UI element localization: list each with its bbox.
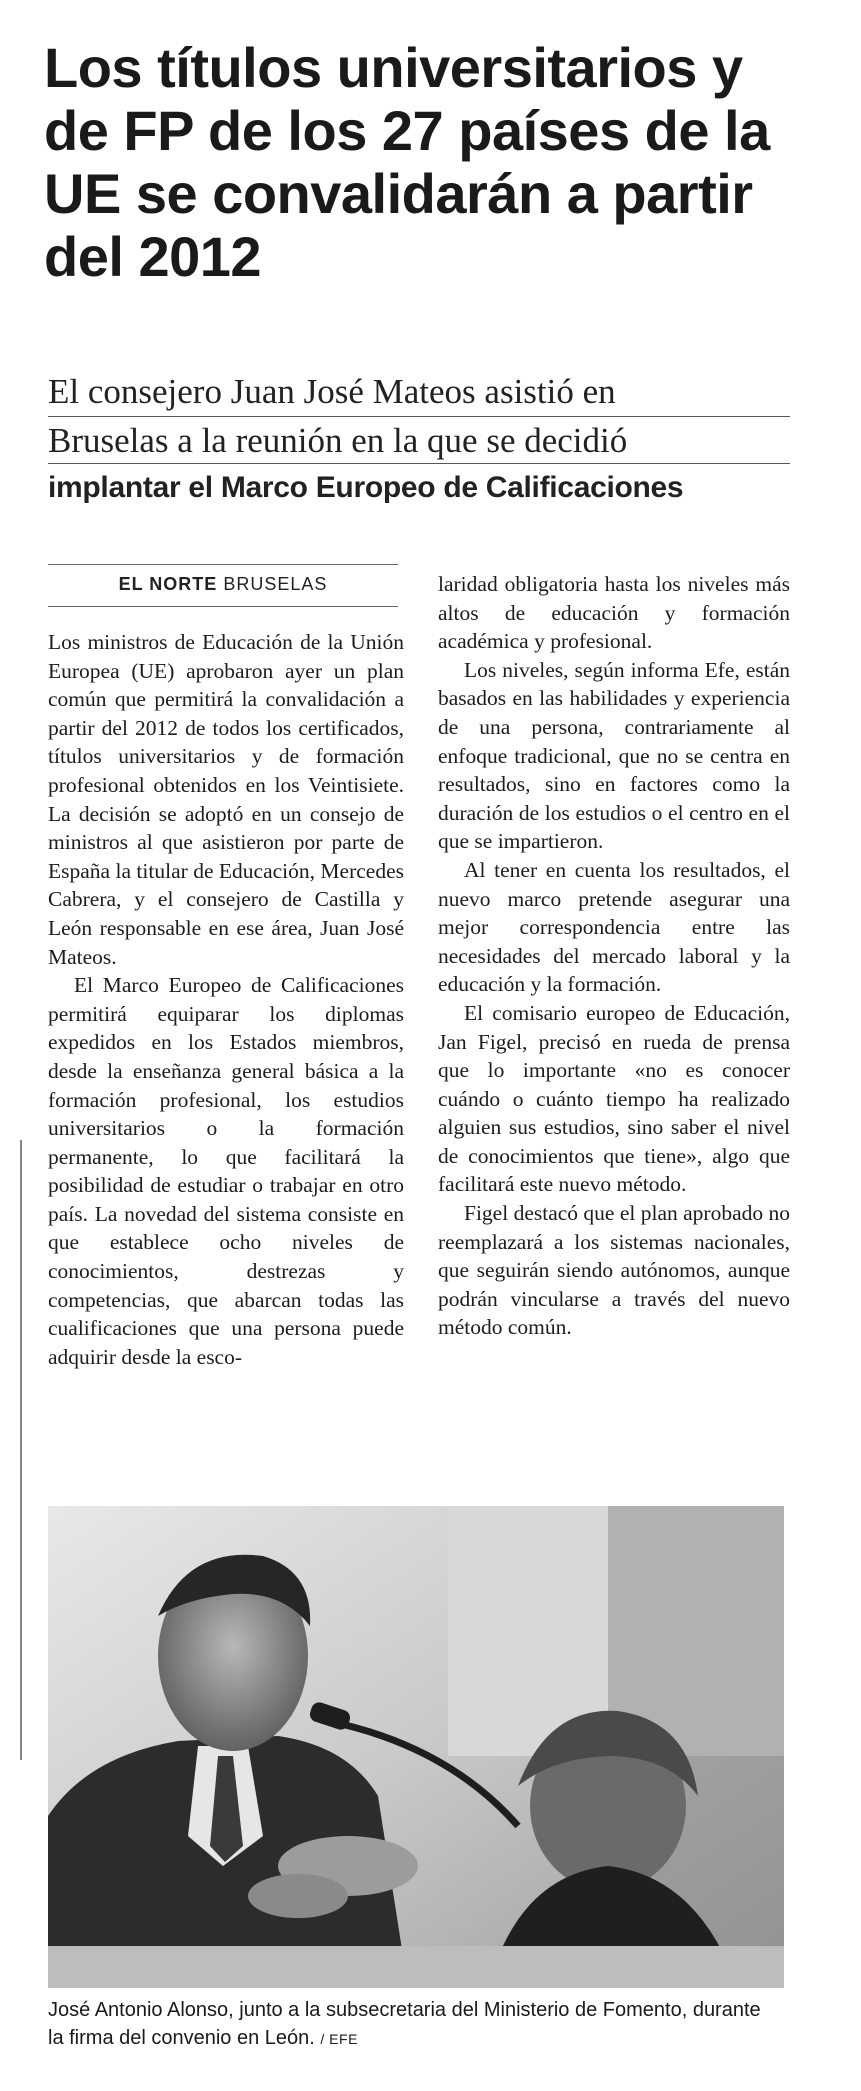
byline-rule-top xyxy=(48,564,398,565)
subheadline-rule xyxy=(48,463,790,464)
photo-credit: / EFE xyxy=(320,2031,358,2047)
caption-text: José Antonio Alonso, junto a la subsecretaria del Ministerio de Fomento, durante la firma del convenio en León. xyxy=(48,1999,761,2049)
headline: Los títulos universitarios y de FP de los 27 países de la UE se convalidarán a partir del 2012 xyxy=(44,36,770,288)
photo-caption xyxy=(48,1996,768,2053)
byline-rule-bottom xyxy=(48,606,398,607)
paragraph: Los niveles, según informa Efe, están basados en las habilidades y experiencia de una persona, contrariamente al enfoque tradicional, que no se centra en resultados, sino en factores como la duración de los estudios o el centro en el que se impartieron. xyxy=(438,657,790,854)
margin-mark xyxy=(20,1140,22,1760)
subheadline-line-3: implantar el Marco Europeo de Calificaciones xyxy=(48,471,684,504)
byline-place: BRUSELAS xyxy=(223,574,328,594)
byline xyxy=(48,574,398,595)
paragraph: Los ministros de Educación de la Unión Europea (UE) aprobaron ayer un plan común que permitirá la convalidación a partir del 2012 de todos los certificados, títulos universitarios y de formación profesional obtenidos en los Veintisiete. La decisión se adoptó en un consejo de ministros al que asistieron por parte de España la titular de Educación, Mercedes Cabrera, y el consejero de Castilla y León responsable en ese área, Juan José Mateos. xyxy=(48,630,404,969)
paragraph: laridad obligatoria hasta los niveles más altos de educación y formación académica y profesional. xyxy=(438,572,790,654)
paragraph: Al tener en cuenta los resultados, el nuevo marco pretende asegurar una mejor correspondencia entre las necesidades del mercado laboral y la educación y la formación. xyxy=(438,857,790,997)
paragraph: El comisario europeo de Educación, Jan Figel, precisó en rueda de prensa que lo importante «no es conocer cuándo o cuánto tiempo ha realizado alguien sus estudios, sino saber el nivel de conocimientos que tiene», algo que facilitará este nuevo método. xyxy=(438,1000,790,1197)
byline-paper: EL NORTE xyxy=(118,574,218,594)
article-column-2 xyxy=(438,570,790,1342)
subheadline-line-1: El consejero Juan José Mateos asistió en xyxy=(48,372,616,411)
subheadline-line-2: Bruselas a la reunión en la que se decidió xyxy=(48,421,628,460)
paragraph: El Marco Europeo de Calificaciones permitirá equiparar los diplomas expedidos en los Estados miembros, desde la enseñanza general básica a la formación profesional, los estudios universitarios o la formación permanente, lo que facilitará la posibilidad de estudiar o trabajar en otro país. La novedad del sistema consiste en que establece ocho niveles de conocimientos, destrezas y competencias, que abarcan todas las cualificaciones que una persona puede adquirir desde la esco- xyxy=(48,973,404,1369)
subheadline-rule xyxy=(48,416,790,417)
article-column-1 xyxy=(48,628,404,1371)
paragraph: Figel destacó que el plan aprobado no reemplazará a los sistemas nacionales, que seguirán siendo autónomos, aunque podrán vincularse a través del nuevo método común. xyxy=(438,1201,790,1340)
news-photo xyxy=(48,1506,784,1988)
photo-illustration xyxy=(48,1506,784,1988)
